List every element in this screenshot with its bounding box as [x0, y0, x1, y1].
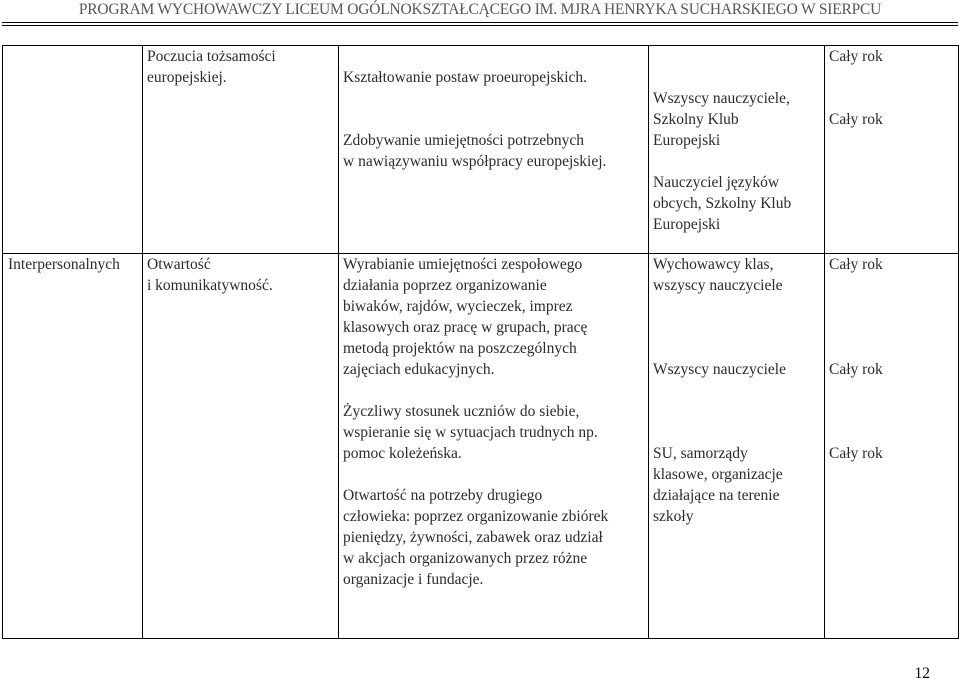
- task-line: pomoc koleżeńska.: [343, 445, 462, 463]
- task-line: wspieranie się w sytuacjach trudnych np.: [343, 424, 598, 442]
- responsible-line: Europejski: [653, 216, 721, 233]
- task-line: Otwartość na potrzeby drugiego: [343, 487, 543, 505]
- goal-cell: [143, 46, 339, 254]
- header-divider: [2, 22, 958, 23]
- responsible-line: obcych, Szkolny Klub: [653, 195, 792, 212]
- task-line: Kształtowanie postaw proeuropejskich.: [343, 69, 588, 86]
- page-header: PROGRAM WYCHOWAWCZY LICEUM OGÓLNOKSZTAŁCĄCEGO IM. MJRA HENRYKA SUCHARSKIEGO W SIERPCU: [78, 1, 882, 18]
- responsible-line: szkoły: [653, 508, 694, 526]
- term-line: Cały rok: [829, 48, 883, 65]
- responsible-line: wszyscy nauczyciele: [653, 277, 783, 295]
- responsible-line: Wszyscy nauczyciele: [653, 361, 786, 379]
- task-line: organizacje i fundacje.: [343, 571, 484, 589]
- responsible-line: Nauczyciel języków: [653, 174, 780, 191]
- goal-line: Poczucia tożsamości: [147, 48, 276, 65]
- responsible-line: Szkolny Klub: [653, 111, 739, 128]
- responsible-line: klasowe, organizacje: [653, 466, 783, 484]
- task-line: człowieka: poprzez organizowanie zbiórek: [343, 508, 609, 526]
- table-row: [3, 46, 959, 254]
- term-line: Cały rok: [829, 361, 883, 379]
- tasks-cell: [339, 46, 649, 254]
- term-line: Cały rok: [829, 445, 883, 463]
- responsible-cell: [649, 254, 825, 639]
- task-line: zajęciach edukacyjnych.: [343, 361, 495, 379]
- term-line: Cały rok: [829, 111, 883, 128]
- area-cell: [3, 254, 143, 639]
- task-line: działania poprzez organizowanie: [343, 277, 547, 295]
- goal-cell: [143, 254, 339, 639]
- task-line: biwaków, rajdów, wycieczek, imprez: [343, 298, 573, 316]
- responsible-line: Europejski: [653, 132, 721, 149]
- term-line: Cały rok: [829, 256, 883, 274]
- term-cell: [825, 46, 959, 254]
- responsible-line: działające na terenie: [653, 487, 780, 505]
- page-number: 12: [914, 665, 930, 682]
- area-label: Interpersonalnych: [8, 256, 120, 274]
- area-cell: [3, 46, 143, 254]
- responsible-cell: [649, 46, 825, 254]
- responsible-line: Wychowawcy klas,: [653, 256, 774, 274]
- task-line: w akcjach organizowanych przez różne: [343, 550, 588, 568]
- goal-line: Otwartość: [147, 256, 211, 274]
- goal-line: europejskiej.: [147, 69, 227, 86]
- task-line: klasowych oraz pracę w grupach, pracę: [343, 319, 588, 337]
- task-line: pieniędzy, żywności, zabawek oraz udział: [343, 529, 603, 547]
- task-line: Wyrabianie umiejętności zespołowego: [343, 256, 583, 274]
- task-line: [343, 46, 644, 67]
- task-line: Życzliwy stosunek uczniów do siebie,: [343, 403, 580, 421]
- tasks-cell: [339, 254, 649, 639]
- goal-line: i komunikatywność.: [147, 277, 273, 295]
- task-line: w nawiązywaniu współpracy europejskiej.: [343, 153, 607, 170]
- table-row: [3, 254, 959, 639]
- term-cell: [825, 254, 959, 639]
- task-line: metodą projektów na poszczególnych: [343, 340, 577, 358]
- responsible-line: Wszyscy nauczyciele,: [653, 90, 790, 107]
- responsible-line: SU, samorządy: [653, 445, 748, 463]
- task-line: Zdobywanie umiejętności potrzebnych: [343, 132, 585, 149]
- header-divider-double: [2, 25, 958, 26]
- program-table: [2, 45, 959, 639]
